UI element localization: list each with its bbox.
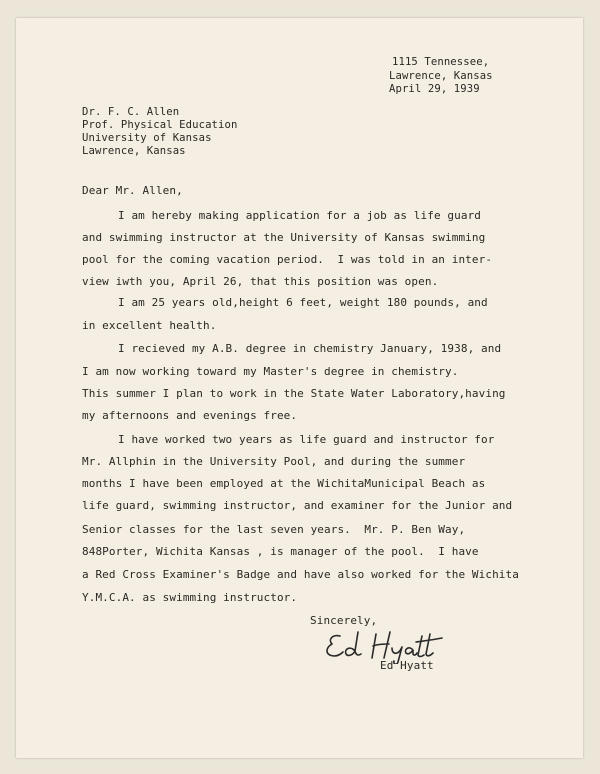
salutation: Dear Mr. Allen, [82,184,183,197]
recipient-institution: University of Kansas [82,132,212,144]
sender-street: 1115 Tennessee, [392,56,490,68]
body-line: Senior classes for the last seven years. Mr. P. Ben Way, [82,523,466,536]
body-line: I recieved my A.B. degree in chemistry January, 1938, and [118,342,502,355]
body-line: pool for the coming vacation period. I was told in an inter- [82,253,493,266]
body-line: Y.M.C.A. as swimming instructor. [82,591,298,604]
typed-name: Ed Hyatt [380,659,434,672]
letter-date: April 29, 1939 [389,83,480,95]
body-line: a Red Cross Examiner's Badge and have also worked for the Wichita [82,568,519,581]
body-line: view iwth you, April 26, that this position was open. [82,275,439,288]
body-line: life guard, swimming instructor, and examiner for the Junior and [82,499,513,512]
recipient-name: Dr. F. C. Allen [82,106,180,118]
body-line: This summer I plan to work in the State Water Laboratory,having [82,387,506,400]
body-line: I am hereby making application for a job as life guard [118,209,482,222]
recipient-title: Prof. Physical Education [82,119,238,131]
body-line: in excellent health. [82,319,217,332]
body-line: and swimming instructor at the University of Kansas swimming [82,231,486,244]
body-line: I have worked two years as life guard and instructor for [118,433,495,446]
body-line: I am 25 years old,height 6 feet, weight 180 pounds, and [118,296,488,309]
recipient-city: Lawrence, Kansas [82,145,186,157]
body-line: months I have been employed at the WichitaMunicipal Beach as [82,477,486,490]
body-line: 848Porter, Wichita Kansas , is manager of the pool. I have [82,545,479,558]
sender-city: Lawrence, Kansas [389,70,493,82]
body-line: Mr. Allphin in the University Pool, and during the summer [82,455,466,468]
closing: Sincerely, [310,614,378,627]
body-line: I am now working toward my Master's degree in chemistry. [82,365,459,378]
body-line: my afternoons and evenings free. [82,409,298,422]
handwritten-signature [318,622,478,664]
